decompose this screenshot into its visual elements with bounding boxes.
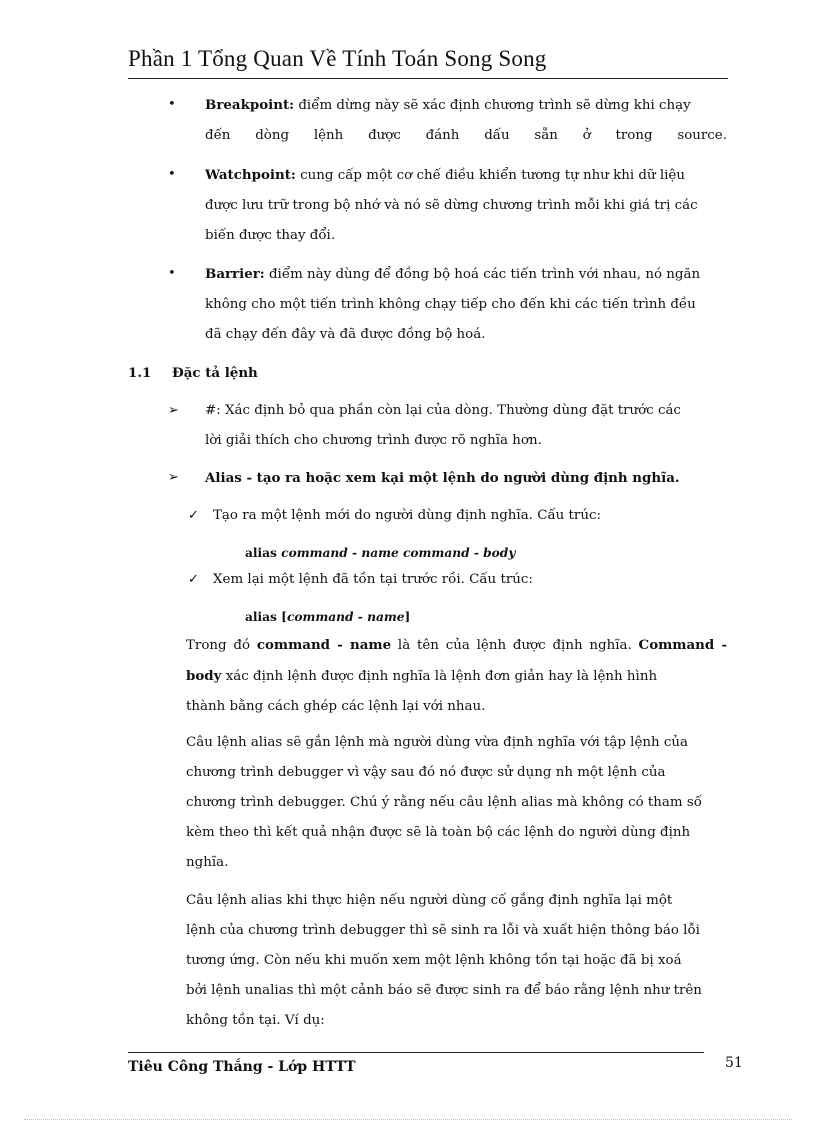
bullet-icon: • (168, 266, 176, 281)
check-item-text: Tạo ra một lệnh mới do người dùng định nghĩa. Cấu trúc: (213, 508, 601, 523)
bullet-item-watchpoint (205, 160, 727, 251)
page-boundary (24, 1119, 792, 1120)
bullet-text: biến được thay đổi. (205, 228, 336, 243)
bullet-text: điểm này dùng để đồng bộ hoá các tiến trình với nhau, nó ngăn (264, 267, 701, 282)
arrow-text: #: Xác định bỏ qua phần còn lại của dòng. Thường dùng đặt trước các (205, 403, 681, 418)
bullet-icon: • (168, 97, 176, 112)
footer-author: Tiêu Công Thắng - Lớp HTTT (128, 1059, 356, 1075)
check-icon: ✓ (188, 572, 199, 587)
arrow-text: lời giải thích cho chương trình được rõ nghĩa hơn. (205, 433, 542, 448)
bullet-item-barrier (205, 259, 727, 350)
arrow-bold-text: Alias - tạo ra hoặc xem kại một lệnh do người dùng định nghĩa. (205, 470, 680, 486)
check-icon: ✓ (188, 508, 199, 523)
bullet-text: được lưu trữ trong bộ nhớ và nó sẽ dừng chương trình mỗi khi giá trị các (205, 198, 698, 213)
bullet-text: đã chạy đến đây và đã được đồng bộ hoá. (205, 327, 486, 342)
paragraph: Trong đó command - name là tên của lệnh được định nghĩa. Command - body xác định lệnh được định nghĩa là lệnh đơn giản hay là lệnh hình thành bằng cách ghép các lệnh lại với nhau. (186, 637, 728, 714)
section-number: 1.1 (128, 365, 152, 381)
bullet-icon: • (168, 167, 176, 182)
page-number: 51 (725, 1055, 743, 1071)
paragraph: Câu lệnh alias sẽ gắn lệnh mà người dùng vừa định nghĩa với tập lệnh của chương trình debugger vì vậy sau đó nó được sử dụng nh một lệnh của chương trình debugger. Chú ý rằng nếu câu lệnh alias mà không có tham số kèm theo thì kết quả nhận được sẽ là toàn bộ các lệnh do người dùng định nghĩa. (186, 735, 702, 870)
arrow-item-alias (205, 463, 727, 494)
bullet-text: không cho một tiến trình không chạy tiếp cho đến khi các tiến trình đều (205, 297, 696, 312)
paragraph: Câu lệnh alias khi thực hiện nếu người dùng cố gắng định nghĩa lại một lệnh của chương trình debugger thì sẽ sinh ra lỗi và xuất hiện thông báo lỗi tương ứng. Còn nếu khi muốn xem một lệnh không tồn tại hoặc đã bị xoá bởi lệnh unalias thì một cảnh báo sẽ được sinh ra để báo rằng lệnh như trên không tồn tại. Ví dụ: (186, 893, 702, 1028)
bullet-term: Breakpoint: (205, 97, 295, 113)
bullet-item-breakpoint (205, 90, 727, 151)
bullet-term: Barrier: (205, 266, 265, 282)
bullet-text: đến dòng lệnh được đánh dấu sẵn ở trong source. (205, 128, 727, 143)
check-item-text: Xem lại một lệnh đã tồn tại trước rồi. Cấu trúc: (213, 572, 533, 587)
arrow-icon: ➢ (168, 403, 179, 418)
arrow-icon: ➢ (168, 470, 179, 485)
arrow-item-hash (205, 396, 727, 456)
bullet-text: điểm dừng này sẽ xác định chương trình sẽ dừng khi chạy (294, 98, 691, 113)
bullet-text: cung cấp một cơ chế điều khiển tương tự như khi dữ liệu (295, 168, 685, 183)
code-syntax: alias [command - name] (245, 610, 411, 624)
section-title: Đặc tả lệnh (172, 365, 258, 381)
bullet-term: Watchpoint: (205, 167, 296, 183)
page-header-title: Phần 1 Tổng Quan Về Tính Toán Song Song (128, 46, 547, 71)
page-header (128, 46, 728, 79)
code-syntax: alias command - name command - body (245, 546, 516, 560)
